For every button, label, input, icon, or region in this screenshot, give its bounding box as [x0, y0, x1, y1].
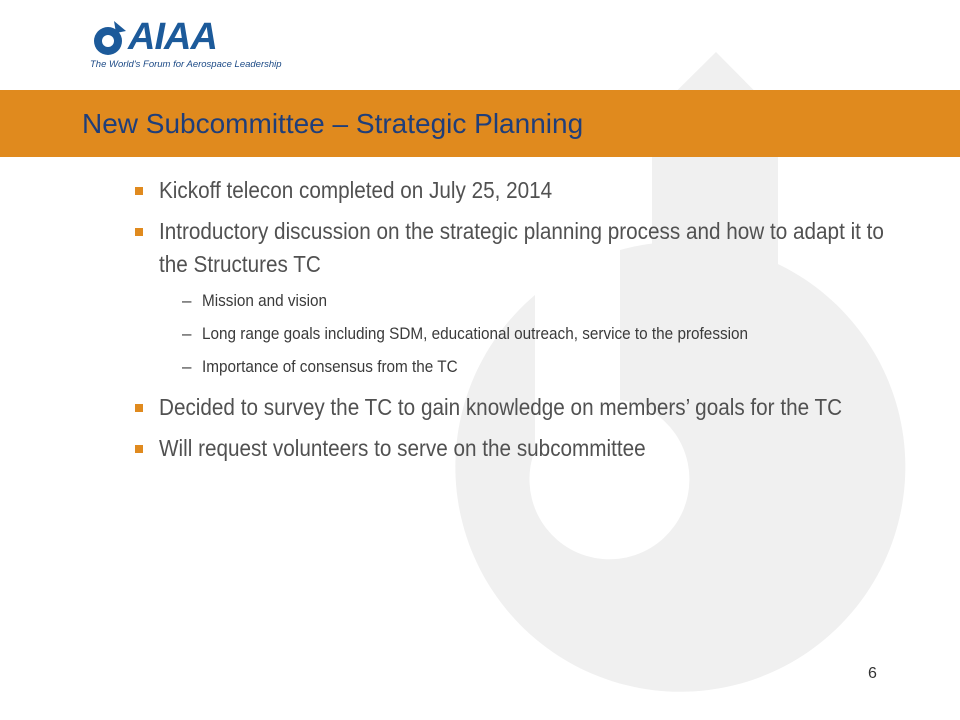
bullet-item	[132, 391, 902, 424]
title-bar	[0, 90, 960, 157]
sub-bullet-text: Long range goals including SDM, educational outreach, service to the profession	[202, 324, 749, 343]
sub-bullet-item	[132, 322, 902, 346]
sub-bullet-text: Mission and vision	[202, 291, 328, 310]
bullet-text: Introductory discussion on the strategic planning process and how to adapt it to the Structures TC	[159, 218, 884, 277]
square-bullet-icon	[135, 404, 143, 412]
page-number: 6	[868, 665, 877, 682]
bullet-text: Will request volunteers to serve on the subcommittee	[159, 435, 646, 461]
bullet-text: Kickoff telecon completed on July 25, 2014	[159, 177, 553, 203]
dash-bullet-icon: –	[182, 291, 192, 310]
logo-tagline: The World's Forum for Aerospace Leadership	[90, 59, 282, 70]
sub-bullet-text: Importance of consensus from the TC	[202, 357, 458, 376]
sub-bullet-item	[132, 289, 902, 313]
aiaa-swirl-icon	[90, 19, 130, 59]
bullet-item	[132, 432, 902, 465]
slide-content	[132, 174, 902, 473]
dash-bullet-icon: –	[182, 357, 192, 376]
dash-bullet-icon: –	[182, 324, 192, 343]
logo-wordmark: AIAA	[128, 16, 217, 58]
bullet-item	[132, 174, 902, 207]
bullet-text: Decided to survey the TC to gain knowledge on members’ goals for the TC	[159, 394, 843, 420]
square-bullet-icon	[135, 187, 143, 195]
square-bullet-icon	[135, 445, 143, 453]
slide-title: New Subcommittee – Strategic Planning	[82, 108, 584, 139]
sub-bullet-item	[132, 355, 902, 379]
square-bullet-icon	[135, 228, 143, 236]
bullet-item	[132, 215, 902, 281]
aiaa-logo	[90, 15, 282, 77]
